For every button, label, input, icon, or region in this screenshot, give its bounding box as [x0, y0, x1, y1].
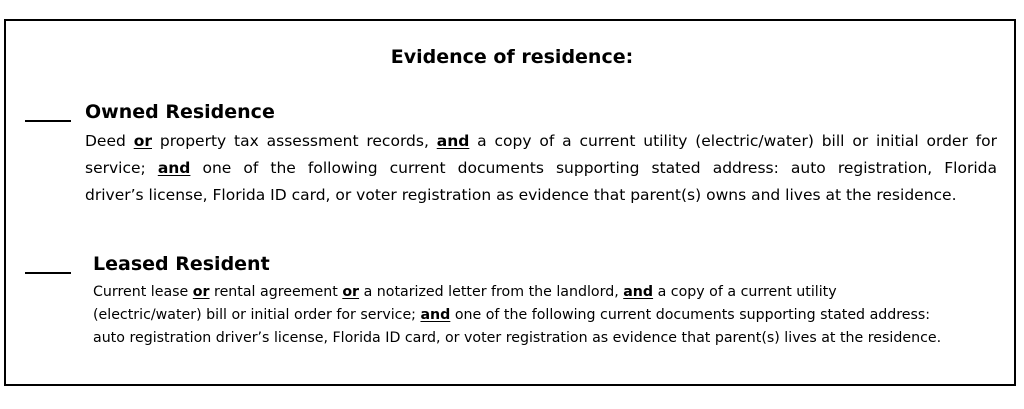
body-line: (electric/water) bill or initial order for service; and one of the following current documents supporting stated address: [93, 307, 931, 323]
emphasis-word: and [623, 284, 654, 300]
body-line: Current lease or rental agreement or a notarized letter from the landlord, and a copy of a current utility [93, 284, 837, 300]
checkbox-blank-owned[interactable] [25, 120, 71, 122]
emphasis-word: or [342, 284, 360, 300]
section-body-owned [85, 128, 997, 209]
page-title: Evidence of residence: [390, 46, 634, 68]
body-line: driver’s license, Florida ID card, or voter registration as evidence that parent(s) owns and lives at the residence. [85, 186, 957, 204]
body-line: auto registration driver’s license, Florida ID card, or voter registration as evidence that parent(s) lives at the residence. [93, 330, 942, 346]
emphasis-word: or [133, 132, 152, 150]
section-heading-owned: Owned Residence [85, 101, 275, 123]
body-line: Deed or property tax assessment records, and a copy of a current utility (electric/water) bill or initial order for [85, 132, 997, 150]
emphasis-word: and [436, 132, 470, 150]
emphasis-word: or [192, 284, 210, 300]
checkbox-blank-leased[interactable] [25, 272, 71, 274]
section-body-leased [93, 281, 941, 350]
emphasis-word: and [420, 307, 451, 323]
emphasis-word: and [157, 159, 191, 177]
body-line: service; and one of the following current documents supporting stated address: auto registration, Florida [85, 159, 997, 177]
section-heading-leased: Leased Resident [93, 253, 270, 275]
